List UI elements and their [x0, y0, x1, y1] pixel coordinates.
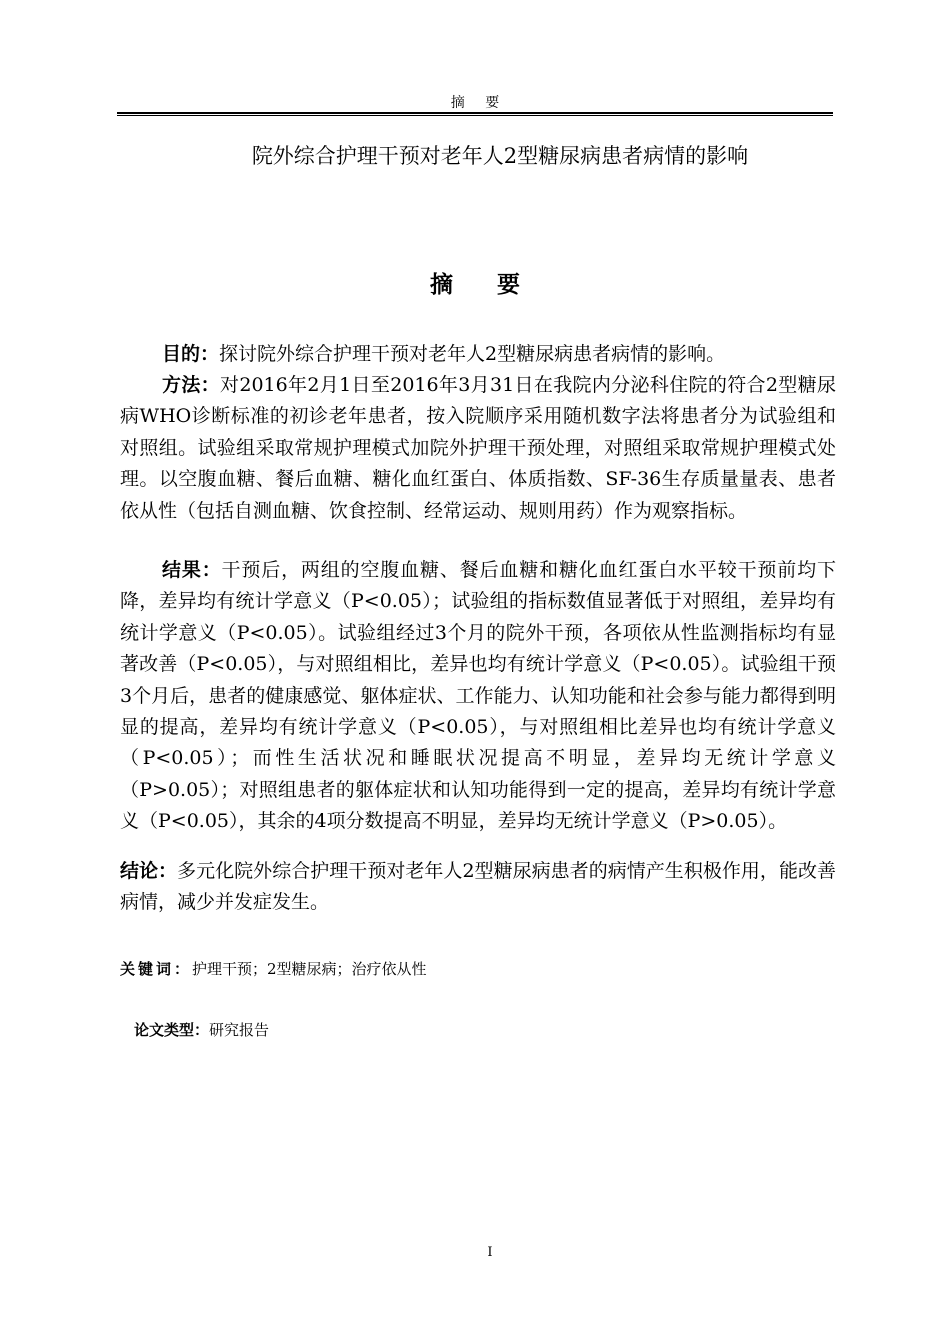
result-text: 干预后，两组的空腹血糖、餐后血糖和糖化血红蛋白水平较干预前均下降，差异均有统计学意义（P<0.05）；试验组的指标数值显著低于对照组，差异均有统计学意义（P<0.05）。试验组经过3个月的院外干预，各项依从性监测指标均有显著改善（P<0.05），与对照组相比，差异也均有统计学意义（P<0.05）。试验组干预3个月后，患者的健康感觉、躯体症状、工作能力、认知功能和社会参与能力都得到明显的提高，差异均有统计学意义（P<0.05），与对照组相比差异也均有统计学意义 （P<0.05）；而性生活状况和睡眠状况提高不明显，差异均无统计学意义（P>0.05）；对照组患者的躯体症状和认知功能得到一定的提高，差异均有统计学意义（P<0.05），其余的4项分数提高不明显，差异均无统计学意义（P>0.05）。	[120, 559, 836, 833]
result-label: 结果：	[162, 559, 222, 581]
header-rule-thin	[117, 115, 833, 116]
keywords-label: 关键词：	[120, 960, 193, 978]
keywords-text: 护理干预；2型糖尿病；治疗依从性	[192, 960, 427, 978]
paper-type	[134, 1019, 269, 1040]
abstract-result	[120, 555, 836, 838]
method-label: 方法：	[162, 374, 221, 396]
abstract-method	[120, 370, 836, 527]
header-rule	[117, 112, 833, 114]
paper-type-text: 研究报告	[209, 1021, 270, 1039]
keywords	[120, 958, 427, 979]
objective-label: 目的：	[162, 343, 220, 365]
conclusion-label: 结论：	[120, 860, 178, 882]
abstract-conclusion	[120, 856, 836, 919]
thesis-title: 院外综合护理干预对老年人2型糖尿病患者病情的影响	[251, 144, 749, 168]
running-header: 摘 要	[450, 95, 508, 111]
method-text: 对2016年2月1日至2016年3月31日在我院内分泌科住院的符合2型糖尿病WHO诊断标准的初诊老年患者，按入院顺序采用随机数字法将患者分为试验组和对照组。试验组采取常规护理模式加院外护理干预处理，对照组采取常规护理模式处理。以空腹血糖、餐后血糖、糖化血红蛋白、体质指数、SF-36生存质量量表、患者依从性（包括自测血糖、饮食控制、经常运动、规则用药）作为观察指标。	[120, 374, 836, 522]
page-number: I	[487, 1245, 493, 1260]
abstract-heading: 摘 要	[429, 272, 538, 298]
abstract-objective	[120, 339, 836, 370]
conclusion-text: 多元化院外综合护理干预对老年人2型糖尿病患者的病情产生积极作用，能改善病情，减少并发症发生。	[120, 860, 836, 914]
objective-text: 探讨院外综合护理干预对老年人2型糖尿病患者病情的影响。	[219, 343, 726, 365]
paper-type-label: 论文类型：	[134, 1021, 210, 1039]
